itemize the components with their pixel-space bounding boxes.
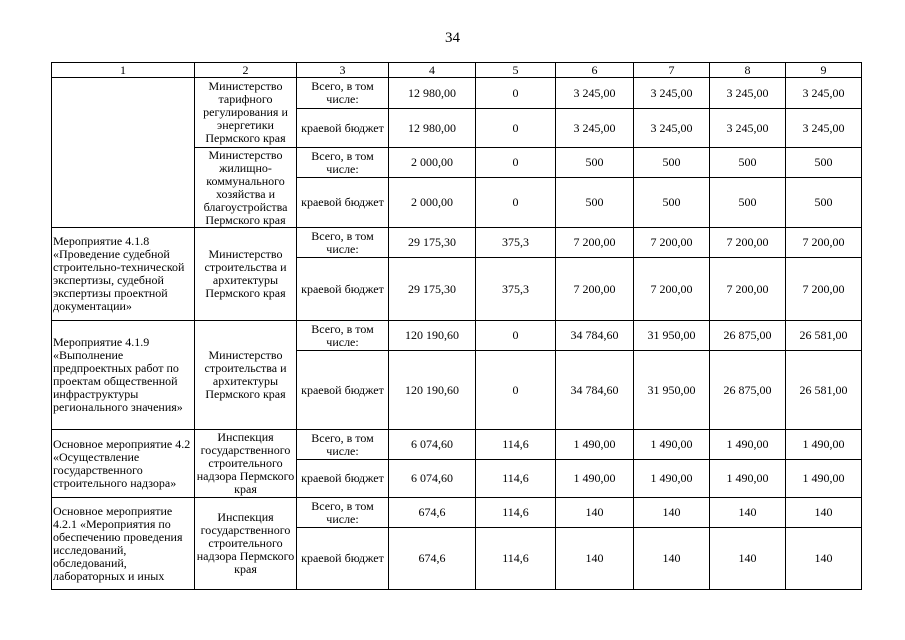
value-cell: 114,6 — [476, 430, 556, 460]
value-cell: 500 — [786, 148, 862, 178]
executor-cell: Министерство тарифного регулирования и энергетики Пермского края — [195, 78, 297, 148]
table-row — [52, 498, 862, 528]
funding-type-cell: Всего, в том числе: — [297, 430, 389, 460]
column-header: 3 — [297, 63, 389, 78]
funding-type-cell: краевой бюджет — [297, 109, 389, 148]
funding-type-cell: Всего, в том числе: — [297, 321, 389, 351]
value-cell: 140 — [786, 498, 862, 528]
value-cell: 114,6 — [476, 460, 556, 498]
value-cell: 0 — [476, 351, 556, 430]
value-cell: 3 245,00 — [786, 78, 862, 109]
value-cell: 674,6 — [389, 498, 476, 528]
value-cell: 3 245,00 — [634, 78, 710, 109]
value-cell: 500 — [634, 178, 710, 228]
value-cell: 3 245,00 — [556, 78, 634, 109]
value-cell: 12 980,00 — [389, 109, 476, 148]
value-cell: 12 980,00 — [389, 78, 476, 109]
column-header: 7 — [634, 63, 710, 78]
executor-cell: Министерство строительства и архитектуры Пермского края — [195, 321, 297, 430]
value-cell: 114,6 — [476, 528, 556, 590]
column-header: 6 — [556, 63, 634, 78]
executor-cell: Инспекция государственного строительного надзора Пермского края — [195, 430, 297, 498]
value-cell: 7 200,00 — [556, 228, 634, 258]
value-cell: 7 200,00 — [634, 228, 710, 258]
value-cell: 1 490,00 — [710, 430, 786, 460]
value-cell: 7 200,00 — [710, 258, 786, 321]
value-cell: 3 245,00 — [634, 109, 710, 148]
value-cell: 0 — [476, 321, 556, 351]
funding-type-cell: краевой бюджет — [297, 178, 389, 228]
value-cell: 1 490,00 — [556, 430, 634, 460]
executor-cell: Инспекция государственного строительного надзора Пермского края — [195, 498, 297, 590]
value-cell: 26 875,00 — [710, 351, 786, 430]
value-cell: 31 950,00 — [634, 321, 710, 351]
value-cell: 140 — [634, 528, 710, 590]
value-cell: 1 490,00 — [634, 430, 710, 460]
value-cell: 375,3 — [476, 258, 556, 321]
value-cell: 500 — [786, 178, 862, 228]
table-row — [52, 321, 862, 351]
value-cell: 500 — [710, 178, 786, 228]
value-cell: 3 245,00 — [786, 109, 862, 148]
value-cell: 0 — [476, 78, 556, 109]
value-cell: 6 074,60 — [389, 430, 476, 460]
value-cell: 1 490,00 — [710, 460, 786, 498]
column-header: 2 — [195, 63, 297, 78]
value-cell: 500 — [556, 148, 634, 178]
value-cell: 34 784,60 — [556, 351, 634, 430]
value-cell: 1 490,00 — [556, 460, 634, 498]
value-cell: 120 190,60 — [389, 321, 476, 351]
value-cell: 29 175,30 — [389, 228, 476, 258]
value-cell: 6 074,60 — [389, 460, 476, 498]
value-cell: 1 490,00 — [786, 430, 862, 460]
value-cell: 140 — [710, 528, 786, 590]
value-cell: 500 — [634, 148, 710, 178]
table-row — [52, 430, 862, 460]
page-number: 34 — [445, 30, 460, 46]
value-cell: 1 490,00 — [786, 460, 862, 498]
value-cell: 500 — [710, 148, 786, 178]
value-cell: 34 784,60 — [556, 321, 634, 351]
value-cell: 7 200,00 — [556, 258, 634, 321]
funding-type-cell: Всего, в том числе: — [297, 228, 389, 258]
column-header: 4 — [389, 63, 476, 78]
value-cell: 0 — [476, 148, 556, 178]
value-cell: 26 875,00 — [710, 321, 786, 351]
activity-cell: Основное мероприятие 4.2.1 «Мероприятия по обеспечению проведения исследований, обследований, лабораторных и иных — [52, 498, 195, 590]
table-row — [52, 78, 862, 109]
budget-table — [51, 62, 862, 590]
funding-type-cell: краевой бюджет — [297, 351, 389, 430]
funding-type-cell: Всего, в том числе: — [297, 148, 389, 178]
activity-cell: Основное мероприятие 4.2 «Осуществление государственного строительного надзора» — [52, 430, 195, 498]
funding-type-cell: краевой бюджет — [297, 258, 389, 321]
activity-cell — [52, 78, 195, 228]
value-cell: 500 — [556, 178, 634, 228]
executor-cell: Министерство строительства и архитектуры Пермского края — [195, 228, 297, 321]
value-cell: 140 — [556, 528, 634, 590]
value-cell: 120 190,60 — [389, 351, 476, 430]
column-header: 8 — [710, 63, 786, 78]
funding-type-cell: Всего, в том числе: — [297, 498, 389, 528]
value-cell: 114,6 — [476, 498, 556, 528]
value-cell: 31 950,00 — [634, 351, 710, 430]
activity-cell: Мероприятие 4.1.8 «Проведение судебной строительно-технической экспертизы, судебной экспертизы проектной документации» — [52, 228, 195, 321]
value-cell: 3 245,00 — [710, 109, 786, 148]
value-cell: 2 000,00 — [389, 148, 476, 178]
value-cell: 2 000,00 — [389, 178, 476, 228]
value-cell: 0 — [476, 109, 556, 148]
value-cell: 375,3 — [476, 228, 556, 258]
funding-type-cell: Всего, в том числе: — [297, 78, 389, 109]
value-cell: 3 245,00 — [556, 109, 634, 148]
value-cell: 26 581,00 — [786, 351, 862, 430]
value-cell: 140 — [556, 498, 634, 528]
column-number-row — [52, 63, 862, 78]
value-cell: 0 — [476, 178, 556, 228]
value-cell: 674,6 — [389, 528, 476, 590]
column-header: 5 — [476, 63, 556, 78]
value-cell: 7 200,00 — [710, 228, 786, 258]
column-header: 1 — [52, 63, 195, 78]
value-cell: 7 200,00 — [786, 258, 862, 321]
value-cell: 7 200,00 — [634, 258, 710, 321]
table-row — [52, 228, 862, 258]
value-cell: 1 490,00 — [634, 460, 710, 498]
value-cell: 140 — [710, 498, 786, 528]
value-cell: 29 175,30 — [389, 258, 476, 321]
funding-type-cell: краевой бюджет — [297, 528, 389, 590]
activity-cell: Мероприятие 4.1.9 «Выполнение предпроектных работ по проектам общественной инфраструктуры регионального значения» — [52, 321, 195, 430]
value-cell: 7 200,00 — [786, 228, 862, 258]
value-cell: 140 — [634, 498, 710, 528]
value-cell: 26 581,00 — [786, 321, 862, 351]
executor-cell: Министерство жилищно-коммунального хозяйства и благоустройства Пермского края — [195, 148, 297, 228]
column-header: 9 — [786, 63, 862, 78]
value-cell: 3 245,00 — [710, 78, 786, 109]
funding-type-cell: краевой бюджет — [297, 460, 389, 498]
value-cell: 140 — [786, 528, 862, 590]
